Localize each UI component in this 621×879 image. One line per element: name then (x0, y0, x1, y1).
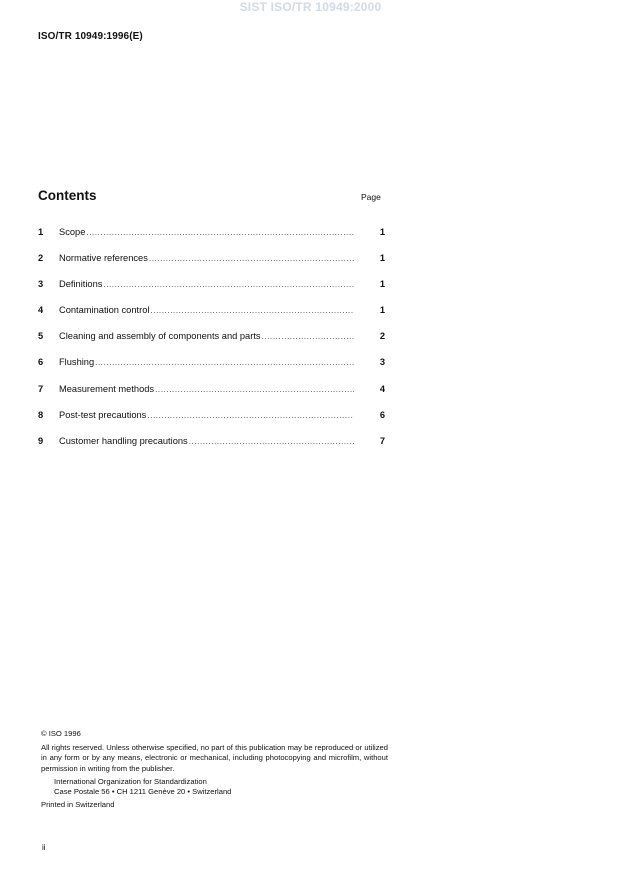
dot-leader (189, 437, 354, 446)
copyright-block (41, 729, 388, 810)
table-of-contents (38, 227, 385, 462)
dot-leader (262, 332, 354, 341)
dot-leader (86, 228, 354, 237)
toc-entry[interactable] (38, 305, 385, 331)
dot-leader (155, 385, 354, 394)
toc-entry-number: 1 (38, 227, 44, 237)
organization-address: Case Postale 56 • CH 1211 Genève 20 • Switzerland (54, 787, 232, 797)
toc-entry-title: Contamination control (59, 305, 150, 316)
toc-entry-page: 6 (379, 409, 385, 420)
toc-entry-title: Cleaning and assembly of components and parts (59, 331, 261, 342)
watermark: SIST ISO/TR 10949:2000 (239, 0, 382, 14)
printed-in: Printed in Switzerland (41, 800, 115, 810)
toc-entry[interactable] (38, 357, 385, 383)
toc-entry-page: 1 (379, 253, 385, 264)
toc-entry-number: 4 (38, 305, 44, 316)
contents-heading: Contents (38, 188, 97, 203)
toc-entry[interactable] (38, 436, 385, 462)
toc-entry-page: 1 (379, 227, 385, 237)
toc-entry-title: Post-test precautions (59, 409, 147, 420)
page-column-heading: Page (361, 192, 381, 202)
toc-entry-page: 1 (379, 305, 385, 316)
toc-entry-page: 4 (379, 383, 385, 394)
dot-leader (95, 358, 354, 367)
rights-notice: All rights reserved. Unless otherwise specified, no part of this publication may be reproduced or utilized in any form or by any means, electronic or mechanical, including photocopying and microfilm, without permission in writing from the publisher. (41, 743, 388, 773)
dot-leader (149, 254, 354, 263)
toc-entry[interactable] (38, 410, 385, 436)
toc-entry-number: 5 (38, 331, 44, 342)
toc-entry-number: 2 (38, 253, 44, 264)
toc-entry-page: 3 (379, 357, 385, 368)
toc-entry-title: Customer handling precautions (59, 435, 188, 446)
toc-entry-page: 7 (379, 435, 385, 446)
toc-entry[interactable] (38, 331, 385, 357)
toc-entry-title: Normative references (59, 253, 148, 264)
organization-name: International Organization for Standardization (54, 776, 207, 786)
toc-entry-page: 2 (379, 331, 385, 342)
toc-entry-title: Measurement methods (59, 383, 155, 394)
document-code: ISO/TR 10949:1996(E) (38, 31, 143, 42)
dot-leader (103, 280, 354, 289)
toc-entry-title: Flushing (59, 357, 95, 368)
toc-entry-title: Definitions (59, 279, 103, 290)
toc-entry-page: 1 (379, 279, 385, 290)
dot-leader (150, 306, 354, 315)
toc-entry[interactable] (38, 384, 385, 410)
dot-leader (147, 411, 354, 420)
toc-entry[interactable] (38, 253, 385, 279)
toc-entry[interactable] (38, 279, 385, 305)
page-number: ii (42, 843, 46, 852)
copyright-line: © ISO 1996 (41, 729, 81, 738)
toc-entry-number: 6 (38, 357, 44, 368)
toc-entry-number: 9 (38, 435, 44, 446)
toc-entry-title: Scope (59, 227, 86, 237)
toc-entry-number: 3 (38, 279, 44, 290)
toc-entry-number: 8 (38, 409, 44, 420)
toc-entry[interactable] (38, 227, 385, 253)
toc-entry-number: 7 (38, 383, 44, 394)
